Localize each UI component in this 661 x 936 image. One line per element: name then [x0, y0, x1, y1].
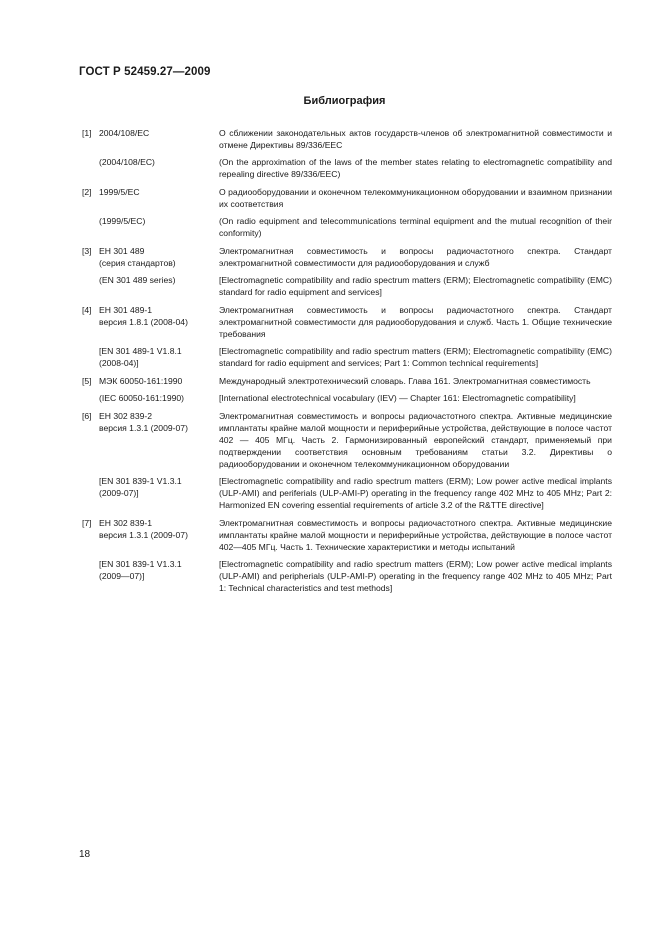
entry-standard: [EN 301 489-1 V1.8.1 (2008-04)] [99, 346, 182, 368]
entry-description: О радиооборудовании и оконечном телекоммуникационном оборудовании и взаимном признании их соответствия [219, 187, 612, 209]
bibliography-entry [82, 156, 612, 180]
entry-description: (On the approximation of the laws of the member states relating to electromagnetic compatibility and repealing directive 89/336/EEC) [219, 157, 612, 179]
entry-number: [7] [82, 518, 92, 528]
bibliography-entry [82, 345, 612, 369]
bibliography-entry [82, 304, 612, 340]
section-title [0, 95, 661, 107]
bibliography-list [82, 127, 612, 599]
entry-number: [4] [82, 305, 92, 315]
entry-number [82, 156, 97, 180]
bibliography-entry [82, 375, 612, 387]
entry-standard: (2004/108/EC) [99, 157, 155, 167]
entry-standard: [EN 301 839-1 V1.3.1 (2009-07)] [99, 476, 182, 498]
bibliography-entry [82, 517, 612, 553]
entry-description: Электромагнитная совместимость и вопросы радиочастотного спектра. Стандарт электромагнитной совместимости для радиооборудования и служб [219, 246, 612, 268]
entry-number [82, 345, 97, 369]
bibliography-entry [82, 215, 612, 239]
entry-standard: ЕН 301 489-1 версия 1.8.1 (2008-04) [99, 305, 188, 327]
entry-description: Электромагнитная совместимость и вопросы радиочастотного спектра. Активные медицинские имплантаты крайне малой мощности и периферийные устройства, действующие в полосе частот 402 — 405 МГц. Часть 2. Гармонизированный европейский стандарт, применяемый при подтверждении соответствия основным требованиям статьи 3.2. Директивы о радиооборудовании и оконечном телекоммуникационном оборудовании [219, 411, 612, 469]
entry-description: [Electromagnetic compatibility and radio spectrum matters (ERM); Electromagnetic compatibility (EMC) standard for radio equipment and services; Part 1: Common technical requirements] [219, 346, 612, 368]
entry-description: [Electromagnetic compatibility and radio spectrum matters (ERM); Low power active medical implants (ULP-AMI) and perifеrials (ULP-AMI-P) operating in the frequency range 402 MHz to 405 MHz; Part 2: Harmonized EN covering essential requirements of article 3.2 of the R&TTE directive] [219, 476, 612, 510]
entry-standard: 1999/5/EC [99, 187, 140, 197]
entry-standard: 2004/108/EC [99, 128, 150, 138]
entry-standard: ЕН 302 839-1 версия 1.3.1 (2009-07) [99, 518, 188, 540]
entry-number: [2] [82, 187, 92, 197]
entry-standard: ЕН 302 839-2 версия 1.3.1 (2009-07) [99, 411, 188, 433]
section-title-text: Библиография [303, 95, 386, 107]
entry-number [82, 558, 97, 594]
bibliography-entry [82, 186, 612, 210]
entry-number: [3] [82, 246, 92, 256]
entry-standard: ЕН 301 489 (серия стандартов) [99, 246, 176, 268]
entry-standard: МЭК 60050-161:1990 [99, 376, 183, 386]
entry-standard: (EN 301 489 series) [99, 275, 176, 285]
entry-description: [International electrotechnical vocabulary (IEV) — Chapter 161: Electromagnetic compatibility] [219, 393, 576, 403]
entry-number [82, 274, 97, 298]
entry-description: (On radio equipment and telecommunications terminal equipment and the mutual recognition of their conformity) [219, 216, 612, 238]
entry-number: [1] [82, 128, 92, 138]
entry-standard: (IEC 60050-161:1990) [99, 393, 185, 403]
entry-number [82, 392, 97, 404]
page-number: 18 [79, 849, 91, 860]
entry-number: [5] [82, 376, 92, 386]
entry-description: О сближении законодательных актов государств-членов об электромагнитной совместимости и отмене Директивы 89/336/EEC [219, 128, 612, 150]
entry-number [82, 215, 97, 239]
entry-description: [Electromagnetic compatibility and radio spectrum matters (ERM); Electromagnetic compatibility (EMC) standard for radio equipment and services] [219, 275, 612, 297]
bibliography-entry [82, 274, 612, 298]
bibliography-entry [82, 392, 612, 404]
bibliography-entry [82, 245, 612, 269]
entry-standard: (1999/5/EC) [99, 216, 146, 226]
bibliography-entry [82, 475, 612, 511]
bibliography-entry [82, 558, 612, 594]
entry-standard: [EN 301 839-1 V1.3.1 (2009—07)] [99, 559, 182, 581]
entry-number [82, 475, 97, 511]
bibliography-entry [82, 127, 612, 151]
entry-description: Электромагнитная совместимость и вопросы радиочастотного спектра. Стандарт электромагнитной совместимости для радиооборудования и служб. Часть 1. Общие технические требования [219, 305, 612, 339]
document-header: ГОСТ Р 52459.27—2009 [79, 66, 211, 78]
entry-description: Электромагнитная совместимость и вопросы радиочастотного спектра. Активные медицинские имплантаты крайне малой мощности и периферийные устройства, действующие в полосе частот 402—405 МГц. Часть 1. Технические характеристики и методы испытаний [219, 518, 612, 552]
entry-number: [6] [82, 411, 92, 421]
entry-description: Международный электротехнический словарь. Глава 161. Электромагнитная совместимость [219, 376, 591, 386]
entry-description: [Electromagnetic compatibility and radio spectrum matters (ERM); Low power active medical implants (ULP-AMI) and peripherials (ULP-AMI-P) operating in the frequency range 402 MHz to 405 MHz; Part 1: Technical characteristics and test methods] [219, 559, 612, 593]
bibliography-entry [82, 410, 612, 470]
